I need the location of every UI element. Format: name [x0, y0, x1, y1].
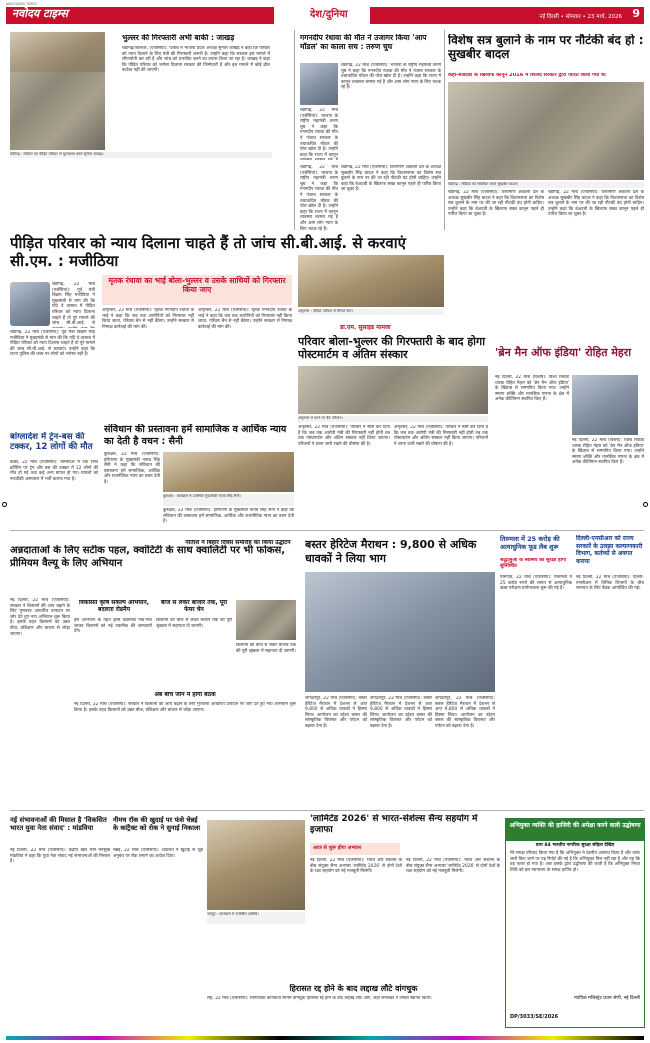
agri-photo [236, 600, 296, 640]
story14-headline: अब बीच जोन में होगी बैठक [154, 692, 216, 698]
column-rule [444, 30, 445, 230]
story9-caption: कुरुक्षेत्र : कार्यक्रम में उपस्थित मुख्यमंत्री नायब सिंह सैनी। [163, 494, 294, 506]
paper-title: नवोदय टाइम्स [12, 7, 68, 20]
story3-body: चंडीगढ़, 22 मार्च (एजेंसियां): शिरोमणि अकाली दल के अध्यक्ष सुखबीर सिंह बादल ने कहा कि विधानसभा का विशेष सत्र बुलाने के नाम पर की जा रही नौटंकी बंद होनी चाहिए। उन्होंने कहा कि बेअदबी के खिलाफ सख्त कानून पहले ही पारित किया जा चुका है। [448, 190, 544, 218]
notice-court: न्यायिक मजिस्ट्रेट प्रथम श्रेणी, नई दिल्ली [574, 996, 640, 1001]
story8-body: ढाका, 22 मार्च (एजेंसियां): बांग्लादेश में एक रेलवे क्रॉसिंग पर ट्रेन और बस की टक्कर में 12 लोगों की मौत हो गई तथा कई अन्य घायल हो गए। घायलों को नजदीकी अस्पताल में भर्ती कराया गया है। [10, 460, 98, 482]
story18-headline: नई संभावनाओं की मिसाल है 'विकसित भारत युवा नेता संवाद' : मांडविया [10, 816, 107, 832]
story10-headline: नीतीश ने बिहार दिवस समारोह का किया उद्घाटन [185, 540, 291, 546]
story4-body: चंडीगढ़, 22 मार्च (एजेंसियां): पूर्व मंत्री बिक्रम सिंह मजीठिया ने मुख्यमंत्री से मांग की कि यदि वे वास्तव में पीड़ित परिवार को न्याय दिलाना चाहते हैं तो पूरे मामले की जांच सी.बी.आई. से करवाएं। उन्होंने कहा कि राज्य पुलिस की जांच पर लोगों को भरोसा नहीं है। [10, 330, 95, 358]
protest-photo-overlay [10, 32, 105, 72]
story11-headline: अन्नदाताओं के लिए सटीक पहल, क्वांटिटी के साथ क्वालिटी पर भी फोकस, प्रीमियम वैल्यू के लिए अभियान [10, 545, 286, 569]
notice-title: अभियुक्त व्यक्ति की हाजिरी की अपेक्षा करने वाली उद्घोषणा [506, 819, 644, 841]
saini-photo [163, 452, 294, 492]
story1-caption: चंडीगढ़ : रविवार को पीड़ित परिवार से मुलाकात करते सुनील जाखड़। [10, 152, 272, 158]
story21-caption: जयपुर : कार्यक्रम में उपस्थित अतिथि। [207, 912, 305, 924]
story17-body: नई दिल्ली, 22 मार्च (एजेंसियां): दिल्ली-एनसीआर में विभिन्न विभागों के बीच समन्वय के लिए बैठक आयोजित की गई। [576, 575, 644, 592]
story15-body-col2: जगदलपुर, 22 मार्च (एजेंसियां): बस्तर हेरिटेज मैराथन में देशभर से आए 9,800 से अधिक धावकों ने हिस्सा लिया। आयोजन का उद्देश्य बस्तर की सांस्कृतिक विरासत और पर्यटन को बढ़ावा देना है। [370, 696, 432, 729]
story9-body-col2: कुरुक्षेत्र, 22 मार्च (एजेंसियां): हरियाणा के मुख्यमंत्री नायब सिंह सैनी ने कहा कि संविधान की प्रस्तावना हमें सामाजिक, आर्थिक और राजनीतिक न्याय का वचन देती है। [163, 508, 294, 525]
notice-code: DP/3033/SE/2026 [510, 1014, 559, 1020]
story20-body: नई दिल्ली, 22 मार्च (एजेंसियां): भारत और सेशेल्स के बीच संयुक्त सैन्य अभ्यास 'लामिटेंड 2026' से दोनों देशों के रक्षा सहयोग को नई मजबूती मिलेगी। [310, 858, 402, 875]
story3-caption: चंडीगढ़ : मीडिया को संबोधित करते सुखबीर बादल। [448, 182, 644, 188]
story11-body-col2: नई दिल्ली, 22 मार्च (एजेंसियां): सरकार ने किसानों की आय बढ़ाने के लिए गुणवत्ता आधारित उत्पादन पर जोर देते हुए नया अभियान शुरू किया है। इसके तहत किसानों को उन्नत बीज, प्रशिक्षण और बाजार से जोड़ा जाएगा। [74, 702, 296, 713]
story7-body-col2: नई दिल्ली, 22 मार्च (विशेष): विश्व रिकॉर्ड धारक रोहित मेहरा को 'ब्रेन मैन ऑफ इंडिया' के खिताब से सम्मानित किया गया। उन्होंने स्मरण शक्ति और मानसिक गणना के क्षेत्र में अनेक कीर्तिमान स्थापित किए हैं। [572, 438, 644, 466]
color-bar [6, 1036, 644, 1040]
story2-body-col2: चंडीगढ़, 22 मार्च (एजेंसियां): भाजपा के राष्ट्रीय महामंत्री तरुण चुघ ने कहा कि गगनदीप रंधावा की मौत ने पंजाब सरकार के तथाकथित मॉडल की पोल खोल दी है। उन्होंने कहा कि राज्य में कानून व्यवस्था चरमरा गई है और आम लोग न्याय के लिए भटक रहे हैं। [300, 165, 338, 232]
column-rule [294, 30, 295, 230]
story21-headline: हिरासत रद्द होने के बाद लद्दाख लौटे वांगचुक [289, 984, 418, 993]
story6-photo [298, 366, 488, 414]
story16-headline: तिरुमला में 25 करोड़ की अत्याधुनिक फूड लैब शुरू [500, 535, 560, 551]
story5-body-col2: अमृतसर, 22 मार्च (एजेंसियां): मृतक गगनदीप रंधावा के भाई ने कहा कि जब तक आरोपियों को गिरफ्तार नहीं किया जाता, परिवार चैन से नहीं बैठेगा। उन्होंने सरकार से निष्पक्ष कार्रवाई की मांग की। [198, 308, 292, 330]
story5-body: अमृतसर, 22 मार्च (एजेंसियां): मृतक गगनदीप रंधावा के भाई ने कहा कि जब तक आरोपियों को गिरफ्तार नहीं किया जाता, परिवार चैन से नहीं बैठेगा। उन्होंने सरकार से निष्पक्ष कार्रवाई की मांग की। [102, 308, 194, 330]
story15-headline: बस्तर हेरिटेज मैराथन : 9,800 से अधिक धावकों ने लिया भाग [305, 538, 477, 565]
story1-headline: भुल्लर की गिरफ्तारी अभी बाकी : जाखड़ [122, 34, 235, 42]
story12-headline: विकसित कृषि संकल्प अभियान, बदलता रोडमैप [78, 600, 150, 613]
section-label-box [274, 7, 370, 24]
story2-body-col: चंडीगढ़, 22 मार्च (एजेंसियां): भाजपा के राष्ट्रीय महामंत्री तरुण चुघ ने कहा कि गगनदीप रंधावा की मौत ने पंजाब सरकार के तथाकथित मॉडल की पोल खोल दी है। उन्होंने कहा कि राज्य में कानून [300, 108, 338, 158]
masthead-bar-right [370, 7, 644, 24]
story6-body-col2: अमृतसर, 22 मार्च (एजेंसियां): परिवार ने स्पष्ट कर दिया है कि जब तक आरोपी मंत्री की गिरफ्तारी नहीं होती तब तक पोस्टमार्टम और अंतिम संस्कार नहीं किया जाएगा। परिजनों ने धरना जारी रखने की घोषणा की है। [394, 425, 488, 447]
story4-body-top: चंडीगढ़, 22 मार्च (एजेंसियां): पूर्व मंत्री बिक्रम सिंह मजीठिया ने मुख्यमंत्री से मांग की कि यदि वे वास्तव में पीड़ित परिवार को न्याय दिलाना चाहते हैं तो पूरे मामले की जांच सी.बी.आई. से [52, 282, 95, 327]
story20-headline: 'लामिटेंड 2026' से भारत-सेशेल्स सैन्य सहयोग में इजाफा [310, 814, 478, 835]
story6-body: अमृतसर, 22 मार्च (एजेंसियां): परिवार ने स्पष्ट कर दिया है कि जब तक आरोपी मंत्री की गिरफ्तारी नहीं होती तब तक पोस्टमार्टम और अंतिम संस्कार नहीं किया जाएगा। परिजनों ने धरना जारी रखने की घोषणा की है। [298, 425, 390, 447]
marathon-photo [305, 572, 495, 692]
registration-mark [2, 502, 7, 507]
story20-body-col2: नई दिल्ली, 22 मार्च (एजेंसियां): भारत और सेशेल्स के बीच संयुक्त सैन्य अभ्यास 'लामिटेंड 2026' से दोनों देशों के रक्षा सहयोग को नई मजबूती मिलेगी। [406, 858, 500, 875]
story5-head-box [102, 275, 292, 305]
page-number: 9 [632, 7, 640, 20]
story19-body: चेन्नई, 22 मार्च (एजेंसियां): अदालत ने खुदाई से जुड़े अनुबंध पर रोक लगाने का आदेश दिया। [113, 848, 203, 859]
notice-subtitle: धारा 84 भारतीय नागरिक सुरक्षा संहिता देखिए [535, 843, 615, 848]
notice-body: मेरे समक्ष परिवाद किया गया है कि अभियुक्त ने दंडनीय अपराध किया है और वारंट जारी किए जाने पर यह रिपोर्ट की गई है कि अभियुक्त मिल नहीं रहा है और यह कि वह फरार हो गया है। अतः इसके द्वारा उद्घोषणा की जाती है कि अभियुक्त नियत तिथि को इस न्यायालय के समक्ष हाजिर हो। [510, 851, 640, 873]
story15-body: जगदलपुर, 22 मार्च (एजेंसियां): बस्तर हेरिटेज मैराथन में देशभर से आए 9,800 से अधिक धावकों ने हिस्सा लिया। आयोजन का उद्देश्य बस्तर की सांस्कृतिक विरासत और पर्यटन को बढ़ावा देना है। [305, 696, 367, 729]
dateline: नई दिल्ली • सोमवार • 23 मार्च, 2026 [539, 14, 622, 20]
story20-box [310, 843, 400, 855]
story8-headline: बांग्लादेश में ट्रेन-बस की टक्कर, 12 लोगों की मौत [10, 432, 93, 452]
masthead-code: NAVODAYA TIMES [6, 2, 37, 6]
story5-photo [298, 255, 444, 307]
badal-press-photo [448, 82, 644, 180]
story13-headline: बीज से लेकर बाजार तक, पूरा फेयर चेन [160, 600, 228, 613]
jaipur-event-photo [207, 820, 305, 910]
story3-headline: विशेष सत्र बुलाने के नाम पर नौटंकी बंद हो : सुखबीर बादल [448, 34, 644, 61]
story13-body: किसानों को बीज से लेकर बाजार तक की पूरी श्रृंखला में सहायता दी जाएगी। [156, 618, 232, 629]
story5-headline: मृतक रंधावा का भाई बोला-भुल्लर व उसके साथियों को गिरफ्तार किया जाए [108, 276, 286, 294]
section-label: देश/दुनिया [310, 9, 348, 20]
story6-caption: अमृतसर में धरने पर बैठे परिजन। [298, 416, 488, 422]
story12-body: इस अभियान के तहत कृषि वैज्ञानिक गांव-गांव जाकर किसानों को नई तकनीक की जानकारी देंगे। [74, 618, 152, 635]
story11-body: नई दिल्ली, 22 मार्च (एजेंसियां): सरकार ने किसानों की आय बढ़ाने के लिए गुणवत्ता आधारित उत्पादन पर जोर देते हुए नया अभियान शुरू किया है। इसके तहत किसानों को उन्नत बीज, प्रशिक्षण और बाजार से जोड़ा जाएगा। [10, 598, 70, 637]
legal-notice [505, 818, 645, 1028]
story7-body: नई दिल्ली, 22 मार्च (विशेष): विश्व रिकॉर्ड धारक रोहित मेहरा को 'ब्रेन मैन ऑफ इंडिया' के खिताब से सम्मानित किया गया। उन्होंने स्मरण शक्ति और मानसिक गणना के क्षेत्र में अनेक कीर्तिमान स्थापित किए हैं। [495, 375, 569, 403]
story3-body-left-col: चंडीगढ़, 22 मार्च (एजेंसियां): शिरोमणि अकाली दल के अध्यक्ष सुखबीर सिंह बादल ने कहा कि विधानसभा का विशेष सत्र बुलाने के नाम पर की जा रही नौटंकी बंद होनी चाहिए। उन्होंने कहा कि बेअदबी के खिलाफ सख्त कानून पहले ही पारित किया जा चुका है। [341, 165, 441, 193]
story2-body: चंडीगढ़, 22 मार्च (एजेंसियां): भाजपा के राष्ट्रीय महामंत्री तरुण चुघ ने कहा कि गगनदीप रंधावा की मौत ने पंजाब सरकार के तथाकथित मॉडल की पोल खोल दी है। उन्होंने कहा कि राज्य में कानून व्यवस्था चरमरा गई है और आम लोग न्याय के लिए भटक रहे हैं। [341, 63, 441, 91]
story20-box-text: आज से शुरू होगा अभ्यास [313, 845, 361, 851]
story16-body: तिरुपति, 22 मार्च (एजेंसियां): तिरुमला में 25 करोड़ रुपये की लागत से अत्याधुनिक खाद्य परीक्षण प्रयोगशाला शुरू की गई है। [500, 575, 572, 592]
story16-subhead: श्रद्धालुओं के स्वास्थ्य की सुरक्षा होगी सुनिश्चित [500, 558, 567, 569]
chugh-portrait [300, 63, 338, 105]
story13-body-col2: किसानों को बीज से लेकर बाजार तक की पूरी श्रृंखला में सहायता दी जाएगी। [236, 643, 296, 654]
story21-body: लेह, 22 मार्च (एजेंसियां): सामाजिक कार्यकर्ता सोनम वांगचुक हिरासत रद्द होने के बाद लद्दाख लौट आए, जहां समर्थकों ने उनका स्वागत किया। [207, 996, 432, 1001]
story3-body-col2: चंडीगढ़, 22 मार्च (एजेंसियां): शिरोमणि अकाली दल के अध्यक्ष सुखबीर सिंह बादल ने कहा कि विधानसभा का विशेष सत्र बुलाने के नाम पर की जा रही नौटंकी बंद होनी चाहिए। उन्होंने कहा कि बेअदबी के खिलाफ सख्त कानून पहले ही पारित किया जा चुका है। [548, 190, 644, 218]
story6-headline: परिवार बोला-भुल्लर की गिरफ्तारी के बाद होगा पोस्टमार्टम व अंतिम संस्कार [298, 335, 486, 361]
story5-caption: अमृतसर : पीड़ित परिवार से मिलते नेता। [298, 309, 444, 315]
masthead-bar-left [6, 7, 274, 24]
story15-body-col3: जगदलपुर, 22 मार्च (एजेंसियां): बस्तर हेरिटेज मैराथन में देशभर से आए 9,800 से अधिक धावकों ने हिस्सा लिया। आयोजन का उद्देश्य बस्तर की सांस्कृतिक विरासत और पर्यटन को बढ़ावा देना है। [435, 696, 495, 729]
row-rule [10, 810, 644, 811]
story3-subhead: कहा-बेअदबी के खिलाफ कानून 2016 में शिअद सरकार द्वारा पारित किया गया था [448, 73, 606, 78]
story19-headline: नीमच रॉक की खुदाई पर फंसे चेन्नई के कांट्रैक्ट को रोक ने सुनाई निकाला [113, 816, 201, 832]
story6-kicker: डी.एम. सुसाइड मामला [340, 325, 391, 331]
rohit-mehra-photo [572, 375, 638, 435]
majithia-portrait [10, 282, 50, 326]
story7-headline: 'ब्रेन मैन ऑफ इंडिया' रोहित मेहरा [495, 346, 632, 359]
row-rule [10, 530, 644, 531]
story2-headline: गगनदीप रंधावा की मौत ने उजागर किया 'आप मॉडल' का काला सच : तरुण चुघ [300, 34, 427, 51]
story9-body: कुरुक्षेत्र, 22 मार्च (एजेंसियां): हरियाणा के मुख्यमंत्री नायब सिंह सैनी ने कहा कि संविधान की प्रस्तावना हमें सामाजिक, आर्थिक और राजनीतिक न्याय का वचन देती है। [104, 452, 160, 485]
story1-body: चंडीगढ़/जालंधर, (एजेंसियां): पंजाब में भाजपा प्रदेश अध्यक्ष सुनील जाखड़ ने कहा कि परिवार को न्याय दिलाने के लिए मंत्री की गिरफ्तारी जरूरी है। उन्होंने कहा कि सरकार इस मामले में लीपापोती कर रही है और जांच को प्रभावित करने का प्रयास किया जा रहा है। जाखड़ ने कहा कि पीड़ित परिवार को भरोसा दिलाना सरकार की जिम्मेदारी है और इस मामले में कोई ढील बर्दाश्त नहीं की जाएगी। [122, 46, 270, 74]
story9-headline: संविधान की प्रस्तावना हमें सामाजिक व आर्थिक न्याय का देती है वचन : सैनी [104, 424, 287, 447]
story4-headline: पीड़ित परिवार को न्याय दिलाना चाहते हैं तो जांच सी.बी.आई. से करवाएं सी.एम. : मजीठिया [10, 234, 406, 270]
story18-body: नई दिल्ली, 22 मार्च (एजेंसियां): केंद्रीय खेल मंत्री मनसुख मांडविया ने कहा कि युवा नेता संवाद नई संभावनाओं की मिसाल है। [10, 848, 110, 865]
story17-headline: दिल्ली-एनसीआर को राज्य सरकारें के उलझा कल्याणकारी विभाग, कर्तव्यों से अवगत कराया [576, 535, 643, 565]
